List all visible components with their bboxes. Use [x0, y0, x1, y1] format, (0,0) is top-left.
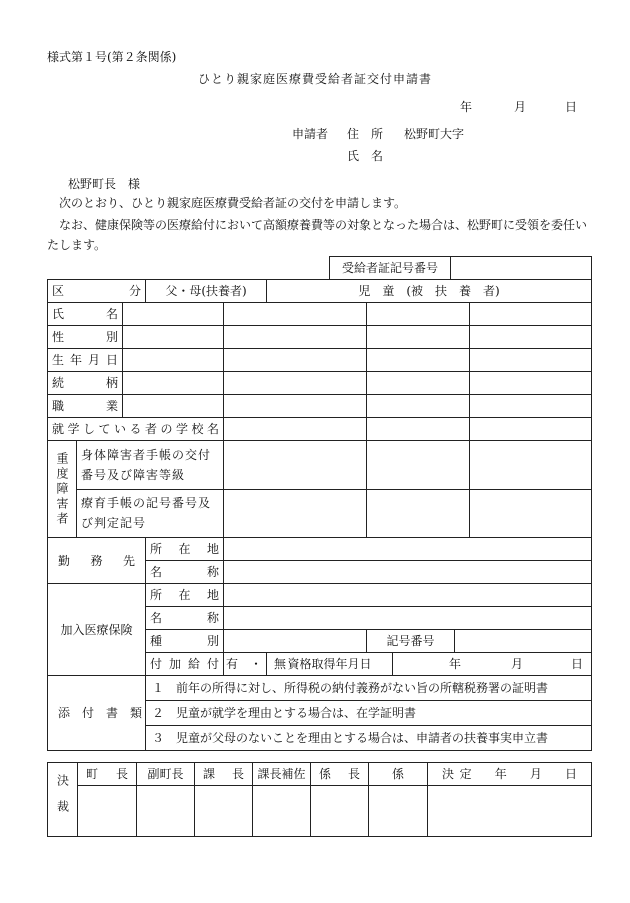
acquired-date-label: 資格取得年月日	[267, 653, 393, 676]
acquired-month: 月	[511, 657, 524, 671]
attachment-1: １ 前年の所得に対し、所得税の納付義務がない旨の所轄税務署の証明書	[146, 676, 592, 701]
approval-col-section-chief: 課 長	[195, 763, 253, 786]
disabled-physical-label: 身体障害者手帳の交付番号及び障害等級	[77, 441, 224, 490]
child1-relation-field[interactable]	[224, 372, 367, 395]
insurance-name-label: 名 称	[146, 607, 224, 630]
acquired-year: 年	[449, 657, 462, 671]
child2-rehab-field[interactable]	[367, 489, 470, 538]
child3-rehab-field[interactable]	[470, 489, 592, 538]
paragraph-2: なお、健康保険等の医療給付において高額療養費等の対象となった場合は、松野町に受領を委任いたします。	[47, 218, 588, 252]
row-birth-label: 生年月日	[48, 349, 123, 372]
row-sex-label: 性 別	[48, 326, 123, 349]
approval-col-deputy-mayor: 副町長	[137, 763, 195, 786]
workplace-location-label: 所 在 地	[146, 538, 224, 561]
child2-relation-field[interactable]	[367, 372, 470, 395]
child3-physical-field[interactable]	[470, 441, 592, 490]
approval-col-subsection-chief: 係 長	[311, 763, 369, 786]
child1-birth-field[interactable]	[224, 349, 367, 372]
applicant-label: 申請者	[292, 127, 329, 141]
child2-school-field[interactable]	[367, 418, 470, 441]
workplace-name-field[interactable]	[224, 561, 592, 584]
main-table	[47, 279, 592, 751]
col-child: 児 童 (被 扶 養 者)	[267, 280, 592, 303]
child3-relation-field[interactable]	[470, 372, 592, 395]
parent-relation-field[interactable]	[123, 372, 224, 395]
name-label: 氏 名	[347, 149, 384, 163]
cert-number-table	[329, 256, 592, 280]
attachment-2: ２ 児童が就学を理由とする場合は、在学証明書	[146, 701, 592, 726]
form-number: 様式第１号(第２条関係)	[47, 50, 177, 64]
parent-name-field[interactable]	[123, 303, 224, 326]
cert-number-field[interactable]	[451, 257, 592, 280]
approval-col-assistant-chief: 課長補佐	[253, 763, 311, 786]
child3-birth-field[interactable]	[470, 349, 592, 372]
child2-job-field[interactable]	[367, 395, 470, 418]
workplace-label: 勤 務 先	[48, 538, 146, 584]
workplace-location-field[interactable]	[224, 538, 592, 561]
insurance-location-label: 所 在 地	[146, 584, 224, 607]
attachment-3: ３ 児童が父母のないことを理由とする場合は、申請者の扶養事実申立書	[146, 726, 592, 751]
insurance-code-field[interactable]	[455, 630, 592, 653]
date-year: 年	[460, 100, 473, 114]
insurance-name-field[interactable]	[224, 607, 592, 630]
approval-label: 決裁	[48, 763, 78, 837]
child1-school-field[interactable]	[224, 418, 367, 441]
stamp-deputy-mayor[interactable]	[137, 786, 195, 837]
child3-school-field[interactable]	[470, 418, 592, 441]
child2-physical-field[interactable]	[367, 441, 470, 490]
child3-job-field[interactable]	[470, 395, 592, 418]
child2-birth-field[interactable]	[367, 349, 470, 372]
child1-name-field[interactable]	[224, 303, 367, 326]
child1-physical-field[interactable]	[224, 441, 367, 490]
additional-benefit-label: 付加給付	[146, 653, 224, 676]
attachments-label: 添 付 書 類	[48, 676, 146, 751]
stamp-mayor[interactable]	[78, 786, 137, 837]
col-category: 区 分	[48, 280, 146, 303]
stamp-decision-date[interactable]	[428, 786, 592, 837]
parent-job-field[interactable]	[123, 395, 224, 418]
approval-col-decision-date: 決定 年 月 日	[428, 763, 592, 786]
row-job-label: 職 業	[48, 395, 123, 418]
cert-number-label: 受給者証記号番号	[330, 257, 451, 280]
stamp-subsection-chief[interactable]	[311, 786, 369, 837]
acquired-day: 日	[571, 657, 584, 671]
yes-no-option[interactable]: 有 ・ 無	[224, 653, 267, 676]
approval-col-mayor: 町 長	[78, 763, 137, 786]
insurance-code-label: 記号番号	[367, 630, 455, 653]
col-parent: 父・母(扶養者)	[146, 280, 267, 303]
child3-sex-field[interactable]	[470, 326, 592, 349]
child1-job-field[interactable]	[224, 395, 367, 418]
row-school-label: 就学している者の学校名	[48, 418, 224, 441]
acquired-date-field[interactable]	[393, 653, 592, 676]
child2-name-field[interactable]	[367, 303, 470, 326]
date-month: 月	[514, 100, 527, 114]
child3-name-field[interactable]	[470, 303, 592, 326]
stamp-staff[interactable]	[369, 786, 428, 837]
form-title: ひとり親家庭医療費受給者証交付申請書	[197, 72, 432, 86]
child1-sex-field[interactable]	[224, 326, 367, 349]
parent-sex-field[interactable]	[123, 326, 224, 349]
paragraph-1: 次のとおり、ひとり親家庭医療費受給者証の交付を申請します。	[59, 196, 407, 210]
workplace-name-label: 名 称	[146, 561, 224, 584]
insurance-type-label: 種 別	[146, 630, 224, 653]
row-relation-label: 続 柄	[48, 372, 123, 395]
date-day: 日	[565, 100, 578, 114]
child1-rehab-field[interactable]	[224, 489, 367, 538]
address-label: 住 所	[347, 127, 384, 141]
disabled-label: 重度障害者	[48, 441, 77, 538]
addressee: 松野町長 様	[68, 177, 141, 191]
approval-table	[47, 762, 592, 837]
row-name-label: 氏 名	[48, 303, 123, 326]
insurance-type-field[interactable]	[224, 630, 367, 653]
insurance-location-field[interactable]	[224, 584, 592, 607]
address-value: 松野町大字	[404, 127, 465, 141]
disabled-rehab-label: 療育手帳の記号番号及び判定記号	[77, 489, 224, 538]
approval-col-staff: 係	[369, 763, 428, 786]
insurance-label: 加入医療保険	[48, 584, 146, 676]
stamp-section-chief[interactable]	[195, 786, 253, 837]
parent-birth-field[interactable]	[123, 349, 224, 372]
stamp-assistant-chief[interactable]	[253, 786, 311, 837]
child2-sex-field[interactable]	[367, 326, 470, 349]
